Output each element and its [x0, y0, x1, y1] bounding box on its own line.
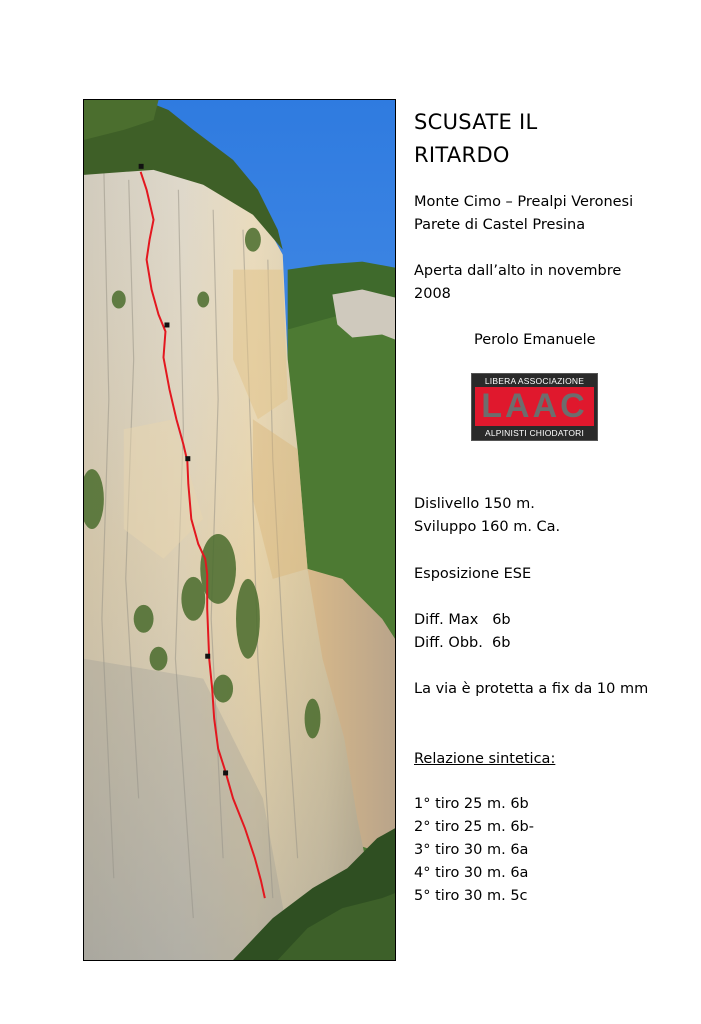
diff-obb: Diff. Obb. 6b: [414, 635, 511, 651]
pitch-1: 1° tiro 25 m. 6b: [414, 796, 529, 812]
belay-station: [164, 322, 169, 327]
relazione-heading: Relazione sintetica:: [414, 751, 556, 767]
protection-info: La via è protetta a fix da 10 mm: [414, 681, 649, 697]
pitch-2: 2° tiro 25 m. 6b-: [414, 819, 534, 835]
dislivello: Dislivello 150 m.: [414, 496, 535, 512]
opened-line-1: Aperta dall’alto in novembre: [414, 263, 622, 279]
sviluppo: Sviluppo 160 m. Ca.: [414, 519, 561, 535]
cliff-photo: [83, 99, 396, 961]
diff-max: Diff. Max 6b: [414, 612, 511, 628]
esposizione: Esposizione ESE: [414, 566, 532, 582]
route-title: SCUSATE IL RITARDO: [414, 110, 538, 167]
cliff-photo-illustration: [84, 100, 395, 960]
logo-red-band: [475, 387, 594, 426]
logo-bottom-text: ALPINISTI CHIODATORI: [484, 428, 585, 438]
logo-main-text: LAAC: [481, 387, 588, 425]
belay-station: [139, 164, 144, 169]
belay-station: [223, 770, 228, 775]
pitch-4: 4° tiro 30 m. 6a: [414, 865, 529, 881]
location-line-2: Parete di Castel Presina: [414, 217, 586, 233]
belay-station: [185, 456, 190, 461]
author-name: Perolo Emanuele: [474, 332, 596, 348]
pitch-5: 5° tiro 30 m. 5c: [414, 888, 528, 904]
pitch-3: 3° tiro 30 m. 6a: [414, 842, 529, 858]
location-line-1: Monte Cimo – Prealpi Veronesi: [414, 194, 634, 210]
laac-logo: [471, 373, 598, 441]
logo-top-text: LIBERA ASSOCIAZIONE: [484, 376, 585, 386]
belay-station: [205, 654, 210, 659]
opened-line-2: 2008: [414, 286, 451, 302]
